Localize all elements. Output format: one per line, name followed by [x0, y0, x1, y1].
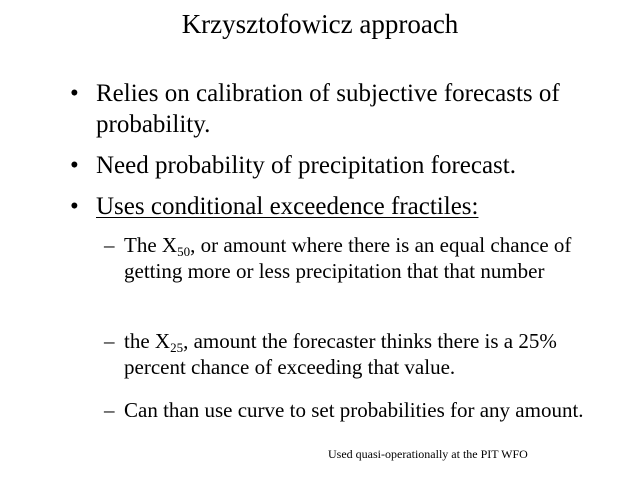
bullet-marker: •	[70, 193, 79, 220]
sub-bullet-text	[124, 232, 614, 284]
sub-bullet-text: Can than use curve to set probabilities for any amount.	[124, 398, 584, 422]
sub-bullet-text-post: , amount the forecaster thinks there is a 25% percent chance of exceeding that value.	[124, 329, 557, 379]
bullet-text: Need probability of precipitation forecast.	[96, 152, 516, 179]
bullet-marker: •	[70, 152, 79, 179]
sub-bullet-text	[124, 328, 614, 380]
subscript: 25	[170, 340, 184, 355]
footnote: Used quasi-operationally at the PIT WFO	[328, 447, 528, 461]
bullet-text-underlined: Uses conditional exceedence fractiles:	[96, 193, 479, 220]
dash-marker: –	[104, 329, 115, 353]
sub-bullet-text-pre: the X	[124, 329, 171, 353]
dash-marker: –	[104, 398, 115, 422]
bullet-text: Relies on calibration of subjective forecasts of probability.	[96, 80, 560, 138]
bullet-marker: •	[70, 80, 79, 107]
subscript: 50	[177, 244, 191, 259]
dash-marker: –	[104, 233, 115, 257]
sub-bullet-text-pre: The X	[124, 233, 178, 257]
sub-bullet-text-post: , or amount where there is an equal chance of getting more or less precipitation that that number	[124, 233, 572, 283]
slide-title: Krzysztofowicz approach	[181, 9, 459, 39]
